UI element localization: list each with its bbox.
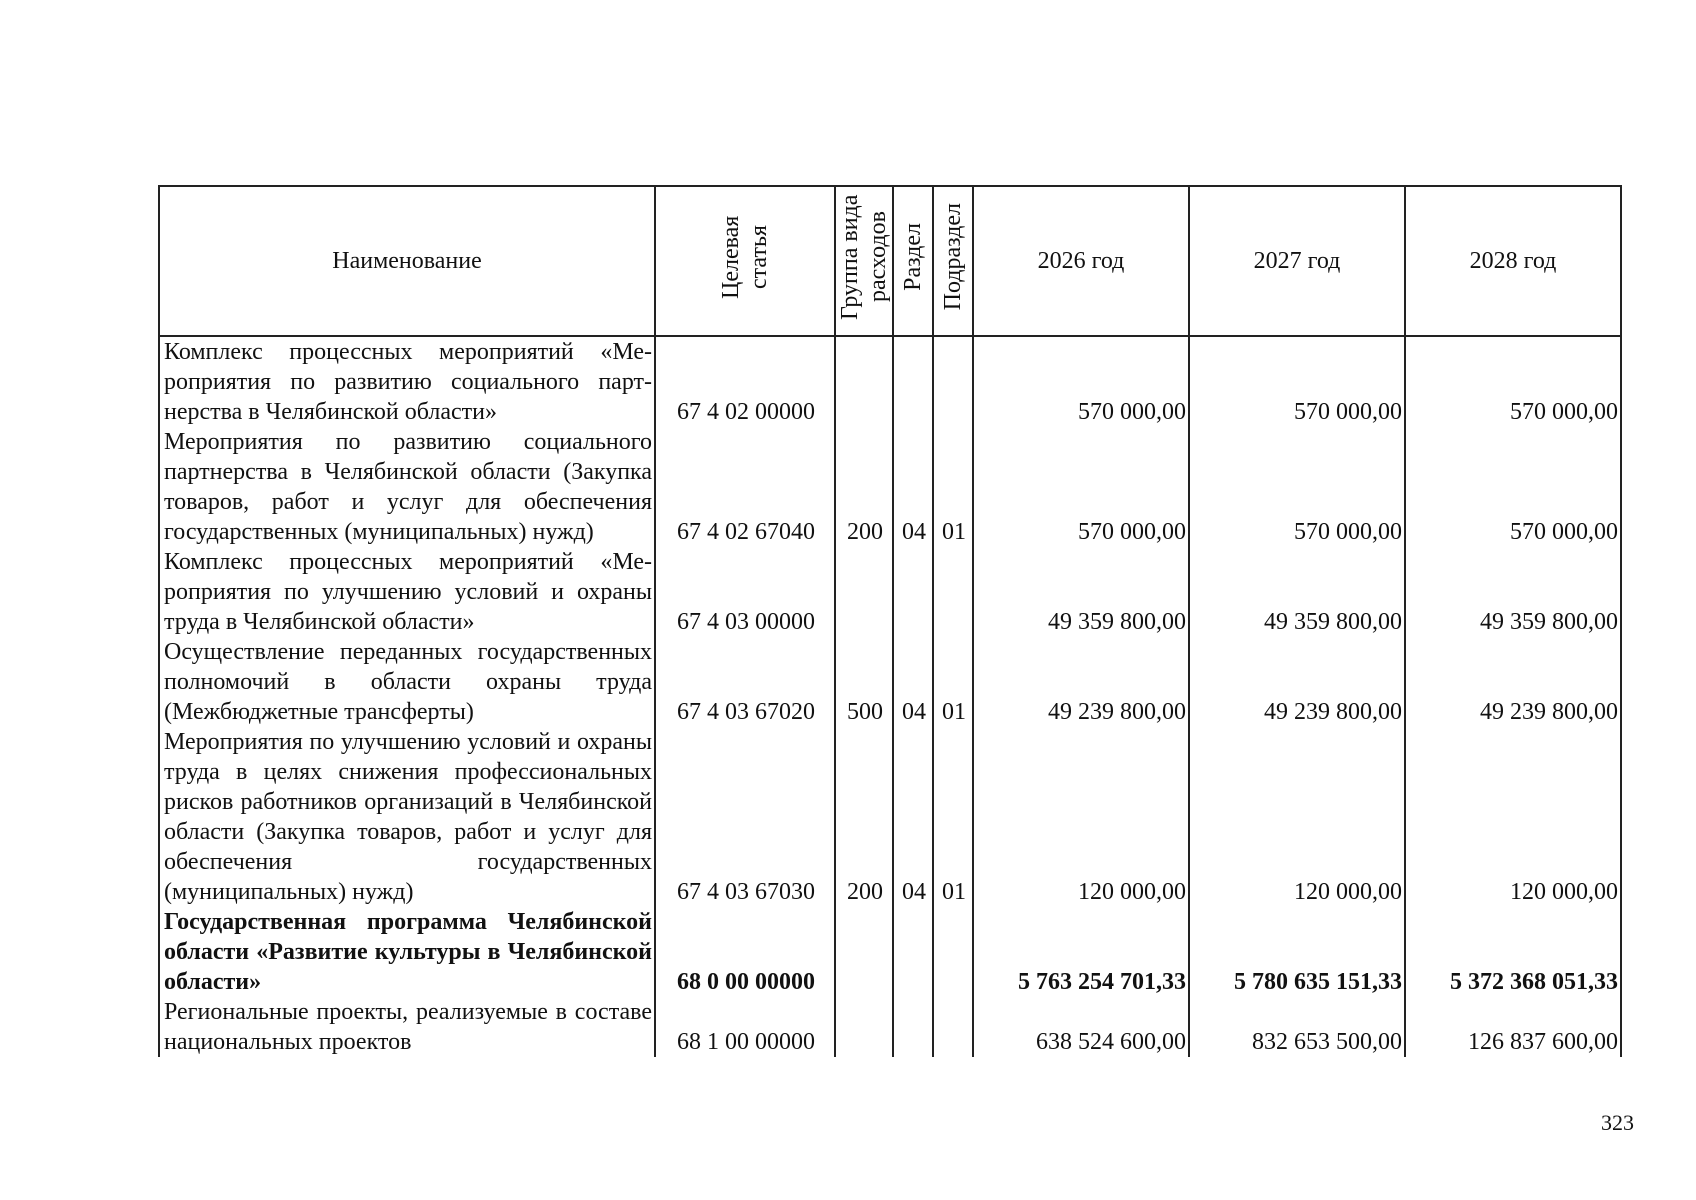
row-amount-2027: 570 000,00 [1189, 427, 1405, 547]
row-group: 500 [835, 637, 893, 727]
header-section: Раздел [893, 186, 933, 336]
row-amount-2027: 49 239 800,00 [1189, 637, 1405, 727]
row-subsection: 01 [933, 427, 973, 547]
row-section [893, 907, 933, 997]
row-amount-2028: 5 372 368 051,33 [1405, 907, 1621, 997]
row-amount-2026: 120 000,00 [973, 727, 1189, 907]
row-amount-2028: 126 837 600,00 [1405, 997, 1621, 1057]
row-section: 04 [893, 637, 933, 727]
row-section [893, 997, 933, 1057]
row-amount-2027: 832 653 500,00 [1189, 997, 1405, 1057]
row-name: Мероприятия по улучшению условий и охраны труда в целях снижения профессиональных рисков работников организаций в Челябинской области (Закупка товаров, работ и услуг для обеспечения государственных (муниципальных) нужд) [159, 727, 655, 907]
row-subsection: 01 [933, 637, 973, 727]
row-code: 67 4 03 67020 [655, 637, 835, 727]
row-subsection [933, 547, 973, 637]
row-code: 67 4 03 67030 [655, 727, 835, 907]
row-group: 200 [835, 727, 893, 907]
row-name: Региональные проекты, реализуемые в составе национальных проектов [159, 997, 655, 1057]
row-amount-2027: 120 000,00 [1189, 727, 1405, 907]
row-name: Осуществление переданных государственных полномочий в области охраны труда (Межбюджетные трансферты) [159, 637, 655, 727]
header-year-2026: 2026 год [973, 186, 1189, 336]
row-code: 67 4 02 00000 [655, 336, 835, 427]
row-amount-2026: 570 000,00 [973, 427, 1189, 547]
table-row [159, 997, 1621, 1057]
row-subsection [933, 997, 973, 1057]
table-row [159, 336, 1621, 427]
row-code: 68 0 00 00000 [655, 907, 835, 997]
row-amount-2026: 5 763 254 701,33 [973, 907, 1189, 997]
row-subsection [933, 336, 973, 427]
row-code: 68 1 00 00000 [655, 997, 835, 1057]
row-amount-2028: 120 000,00 [1405, 727, 1621, 907]
row-amount-2027: 5 780 635 151,33 [1189, 907, 1405, 997]
header-name: Наименование [159, 186, 655, 336]
row-amount-2028: 49 359 800,00 [1405, 547, 1621, 637]
row-group: 200 [835, 427, 893, 547]
header-subsection: Подраздел [933, 186, 973, 336]
row-amount-2028: 570 000,00 [1405, 427, 1621, 547]
row-code: 67 4 03 00000 [655, 547, 835, 637]
table-row [159, 427, 1621, 547]
row-name: Государственная программа Челябинской области «Развитие культуры в Челябинской области» [159, 907, 655, 997]
row-amount-2027: 49 359 800,00 [1189, 547, 1405, 637]
row-subsection: 01 [933, 727, 973, 907]
row-subsection [933, 907, 973, 997]
row-amount-2026: 49 359 800,00 [973, 547, 1189, 637]
header-target-article: Целевая статья [655, 186, 835, 336]
table-row-program-total [159, 907, 1621, 997]
row-section: 04 [893, 427, 933, 547]
row-amount-2028: 570 000,00 [1405, 336, 1621, 427]
table-row [159, 547, 1621, 637]
page-number: 323 [1601, 1110, 1634, 1135]
row-name: Комплекс процессных мероприятий «Мероприятия по развитию социального партнерства в Челябинской области» [159, 336, 655, 427]
table-row [159, 727, 1621, 907]
table-row [159, 637, 1621, 727]
row-code: 67 4 02 67040 [655, 427, 835, 547]
header-year-2027: 2027 год [1189, 186, 1405, 336]
row-group [835, 336, 893, 427]
header-year-2028: 2028 год [1405, 186, 1621, 336]
row-amount-2026: 638 524 600,00 [973, 997, 1189, 1057]
row-amount-2028: 49 239 800,00 [1405, 637, 1621, 727]
row-group [835, 997, 893, 1057]
budget-table [158, 185, 1622, 1057]
row-amount-2027: 570 000,00 [1189, 336, 1405, 427]
row-amount-2026: 49 239 800,00 [973, 637, 1189, 727]
row-group [835, 547, 893, 637]
row-name: Мероприятия по развитию социального партнерства в Челябинской области (Закупка товаров, работ и услуг для обеспечения государственных (муниципальных) нужд) [159, 427, 655, 547]
row-name: Комплекс процессных мероприятий «Мероприятия по улучшению условий и охраны труда в Челябинской области» [159, 547, 655, 637]
header-expense-group: Группа вида расходов [835, 186, 893, 336]
table-header-row [159, 186, 1621, 336]
row-group [835, 907, 893, 997]
row-section: 04 [893, 727, 933, 907]
row-amount-2026: 570 000,00 [973, 336, 1189, 427]
row-section [893, 547, 933, 637]
row-section [893, 336, 933, 427]
